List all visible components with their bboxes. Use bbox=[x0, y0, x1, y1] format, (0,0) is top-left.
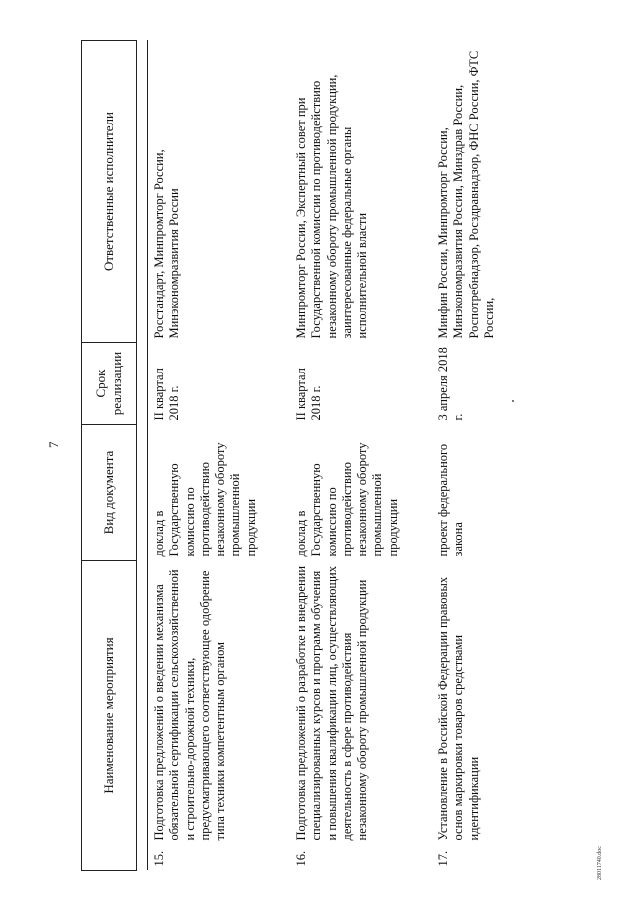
page-number: 7 bbox=[46, 441, 61, 448]
row-number: 17. bbox=[436, 850, 450, 867]
row-executors: Росстандарт, Минпромторг России, Минэкономразвития России bbox=[152, 149, 182, 339]
row-number: 16. bbox=[294, 850, 308, 867]
row-executors: Минфин России, Минпромторг России, Минэкономразвития России, Минздрав России, Роспотребнадзор, Росздравнадзор, ФНС России, ФТС России, bbox=[436, 50, 496, 339]
header-executors: Ответственные исполнители bbox=[82, 41, 137, 343]
footer-doc-code: 28011740.doc bbox=[597, 846, 603, 880]
table-row bbox=[290, 41, 432, 871]
row-name: Установление в Российской Федерации правовых основ маркировки товаров средствами идентификации bbox=[436, 576, 481, 841]
row-deadline: II квартал 2018 г. bbox=[152, 368, 182, 421]
header-deadline: Срок реализации bbox=[82, 343, 137, 425]
row-executors: Минпромторг России, Экспертный совет при Государственной комиссии по противодействию незаконному обороту промышленной продукции, заинтересованные федеральные органы исполнительной власти bbox=[294, 74, 369, 339]
table-header-row bbox=[82, 41, 137, 871]
row-doc-type: доклад в Государственную комиссию по противодействию незаконному обороту промышленной продукции bbox=[152, 442, 258, 557]
row-name: Подготовка предложений о введении механизма обязательной сертификации сельскохозяйственной и строительно-дорожной техники, предусматривающего соответствующее одобрение типа техники компетентным органом bbox=[152, 569, 227, 841]
rotated-table-sheet bbox=[81, 41, 517, 871]
table-row bbox=[432, 41, 540, 871]
row-doc-type: проект федерального закона bbox=[436, 443, 466, 557]
header-name: Наименование мероприятия bbox=[82, 561, 137, 871]
row-doc-type: доклад в Государственную комиссию по противодействию незаконному обороту промышленной продукции bbox=[294, 442, 400, 557]
row-number: 15. bbox=[152, 850, 166, 867]
measures-table bbox=[81, 40, 540, 871]
table-row bbox=[148, 41, 291, 871]
row-name: Подготовка предложений о разработке и внедрении специализированных курсов и программ обучения и повышения квалификации лиц, осуществляющих деятельность в сфере противодействия незаконному обороту промышленной продукции bbox=[294, 565, 369, 841]
row-deadline: II квартал 2018 г. bbox=[294, 368, 324, 421]
header-spacer bbox=[137, 41, 148, 871]
header-doc-type: Вид документа bbox=[82, 425, 137, 561]
row-deadline: 3 апреля 2018 г. bbox=[436, 347, 466, 421]
